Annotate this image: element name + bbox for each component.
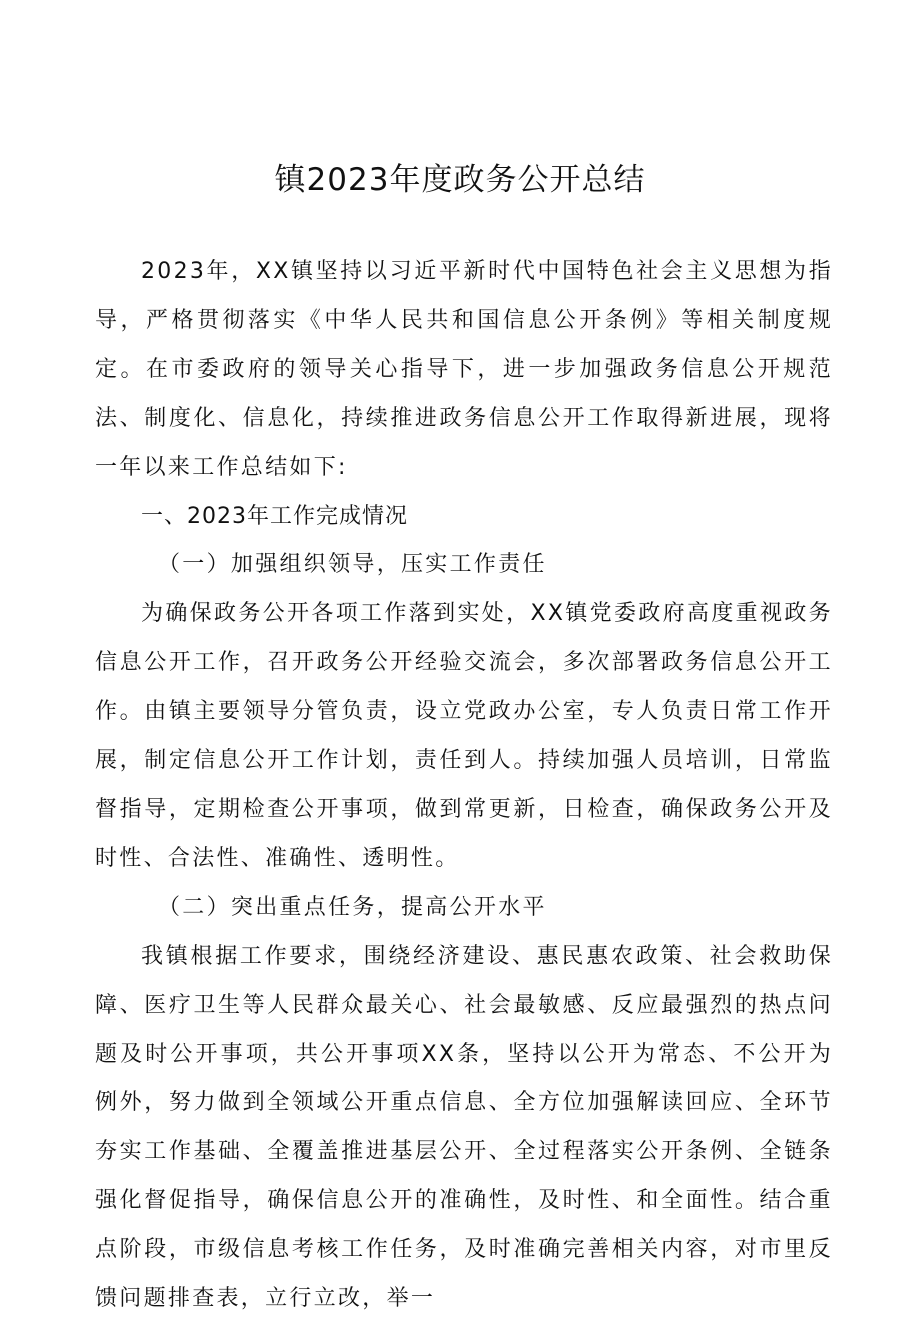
document-body	[95, 248, 833, 1324]
subsection-heading-2: （二）突出重点任务，提高公开水平	[158, 894, 547, 920]
subsection-1-paragraph: 为确保政务公开各项工作落到实处，XX镇党委政府高度重视政务信息公开工作，召开政务公开经验交流会，多次部署政务信息公开工作。由镇主要领导分管负责，设立党政办公室，专人负责日常工作开展，制定信息公开工作计划，责任到人。持续加强人员培训，日常监督指导，定期检查公开事项，做到常更新，日检查，确保政务公开及时性、合法性、准确性、透明性。	[95, 601, 833, 871]
subsection-2-paragraph: 我镇根据工作要求，围绕经济建设、惠民惠农政策、社会救助保障、医疗卫生等人民群众最关心、社会最敏感、反应最强烈的热点问题及时公开事项，共公开事项XX条，坚持以公开为常态、不公开为例外，努力做到全领域公开重点信息、全方位加强解读回应、全环节夯实工作基础、全覆盖推进基层公开、全过程落实公开条例、全链条强化督促指导，确保信息公开的准确性，及时性、和全面性。结合重点阶段，市级信息考核工作任务，及时准确完善相关内容，对市里反馈问题排查表，立行立改，举一	[95, 943, 833, 1312]
document-title: 镇2023年度政务公开总结	[274, 162, 646, 198]
intro-paragraph: 2023年，XX镇坚持以习近平新时代中国特色社会主义思想为指导，严格贯彻落实《中华人民共和国信息公开条例》等相关制度规定。在市委政府的领导关心指导下，进一步加强政务信息公开规范法、制度化、信息化，持续推进政务信息公开工作取得新进展，现将一年以来工作总结如下:	[95, 259, 833, 480]
subsection-heading-1: （一）加强组织领导，压实工作责任	[158, 552, 547, 578]
section-heading-1: 一、2023年工作完成情况	[141, 503, 408, 529]
